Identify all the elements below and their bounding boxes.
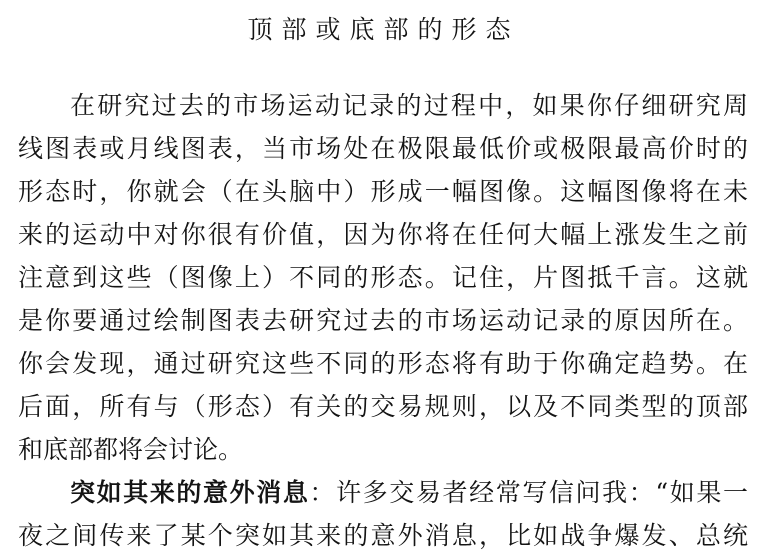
paragraph-line: 后面，所有与（形态）有关的交易规则，以及不同类型的顶部 [18,392,748,421]
paragraph-line: 是你要通过绘制图表去研究过去的市场运动记录的原因所在。 [18,306,748,335]
paragraph-line: 形态时，你就会（在头脑中）形成一幅图像。这幅图像将在未 [18,177,748,206]
paragraph-line: 注意到这些（图像上）不同的形态。记住，片图抵千言。这就 [18,263,748,292]
paragraph-line: 和底部都将会讨论。 [18,435,244,464]
paragraph-line: 线图表或月线图表，当市场处在极限最低价或极限最高价时的 [18,134,748,163]
paragraph-line: 在研究过去的市场运动记录的过程中，如果你仔细研究周 [70,91,748,120]
paragraph-line [18,471,748,514]
paragraph-line: 你会发现，通过研究这些不同的形态将有助于你确定趋势。在 [18,349,748,378]
inline-section-heading: 突如其来的意外消息 [70,478,310,507]
paragraph-line: 来的运动中对你很有价值，因为你将在任何大幅上涨发生之前 [18,220,748,249]
document-body [18,84,748,557]
paragraph-line-text: ：许多交易者经常写信问我：“如果一 [309,478,748,507]
page-title: 顶部或底部的形态 [247,15,520,44]
paragraph-line: 夜之间传来了某个突如其来的意外消息，比如战争爆发、总统 [18,521,748,550]
